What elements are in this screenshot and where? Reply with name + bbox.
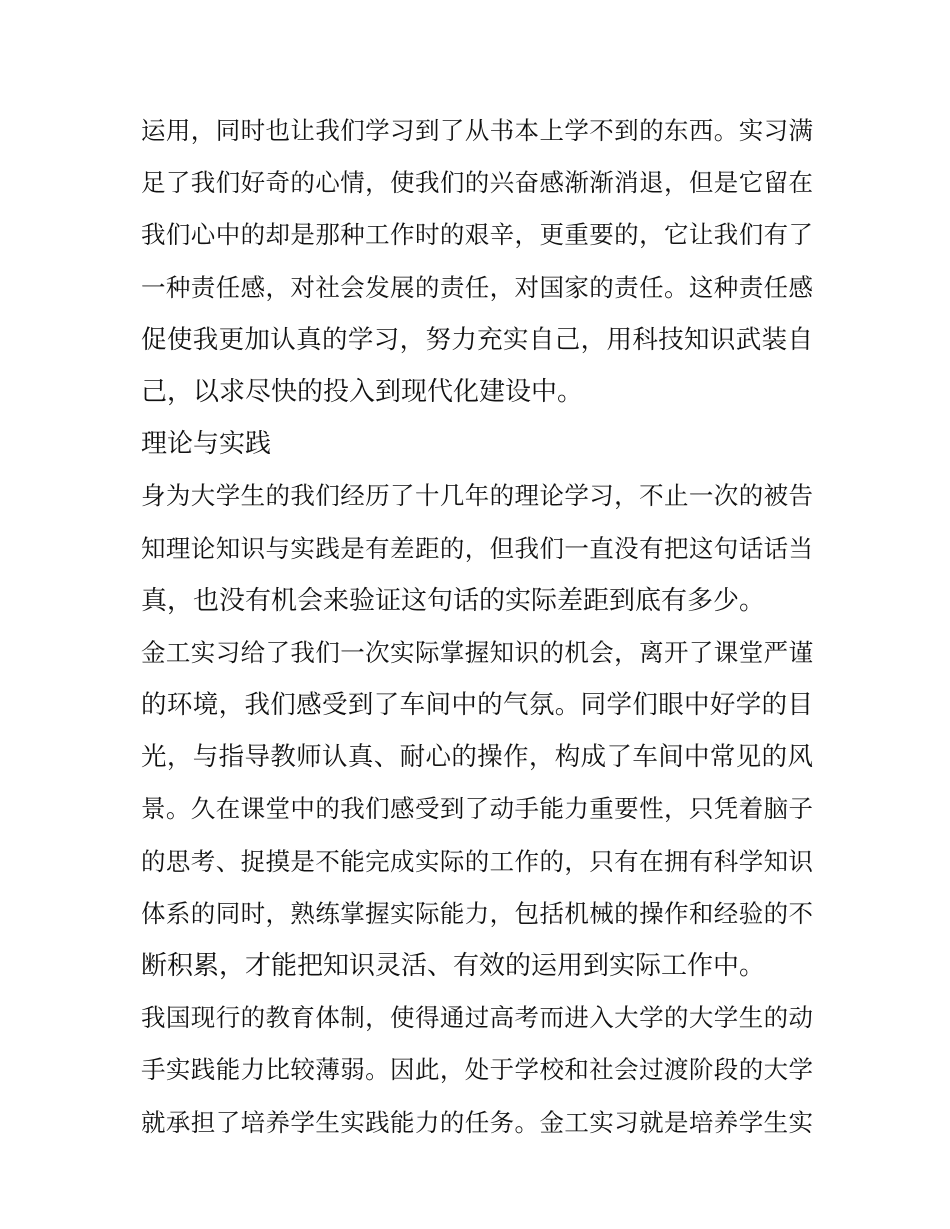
text-line: 景。久在课堂中的我们感受到了动手能力重要性，只凭着脑子: [141, 794, 813, 824]
text-line: 促使我更加认真的学习，努力充实自己，用科技知识武装自: [141, 324, 813, 355]
text-line: 的思考、捉摸是不能完成实际的工作的，只有在拥有科学知识: [141, 846, 813, 876]
document-body: [141, 105, 813, 1149]
section-heading: 理论与实践: [141, 429, 272, 460]
text-line: 金工实习给了我们一次实际掌握知识的机会，离开了课堂严谨: [141, 637, 813, 667]
text-line: 一种责任感，对社会发展的责任，对国家的责任。这种责任感: [141, 272, 813, 302]
text-line: 知理论知识与实践是有差距的，但我们一直没有把这句话话当: [141, 533, 813, 563]
text-line: 真，也没有机会来验证这句话的实际差距到底有多少。: [141, 585, 766, 616]
text-line: 体系的同时，熟练掌握实际能力，包括机械的操作和经验的不: [141, 898, 813, 928]
text-line: 手实践能力比较薄弱。因此，处于学校和社会过渡阶段的大学: [141, 1055, 813, 1085]
text-line: 运用，同时也让我们学习到了从书本上学不到的东西。实习满: [141, 116, 813, 145]
text-line: 足了我们好奇的心情，使我们的兴奋感渐渐消退，但是它留在: [141, 168, 813, 198]
text-line: 我们心中的却是那种工作时的艰辛，更重要的，它让我们有了: [141, 220, 813, 250]
text-line: 身为大学生的我们经历了十几年的理论学习，不止一次的被告: [141, 481, 813, 511]
text-line: 己，以求尽快的投入到现代化建设中。: [141, 376, 584, 407]
text-line: 断积累，才能把知识灵活、有效的运用到实际工作中。: [141, 951, 766, 981]
text-line: 光，与指导教师认真、耐心的操作，构成了车间中常见的风: [141, 742, 813, 773]
text-line: 就承担了培养学生实践能力的任务。金工实习就是培养学生实: [141, 1107, 813, 1137]
text-line: 的环境，我们感受到了车间中的气氛。同学们眼中好学的目: [141, 690, 813, 721]
text-line: 我国现行的教育体制，使得通过高考而进入大学的大学生的动: [141, 1003, 813, 1033]
